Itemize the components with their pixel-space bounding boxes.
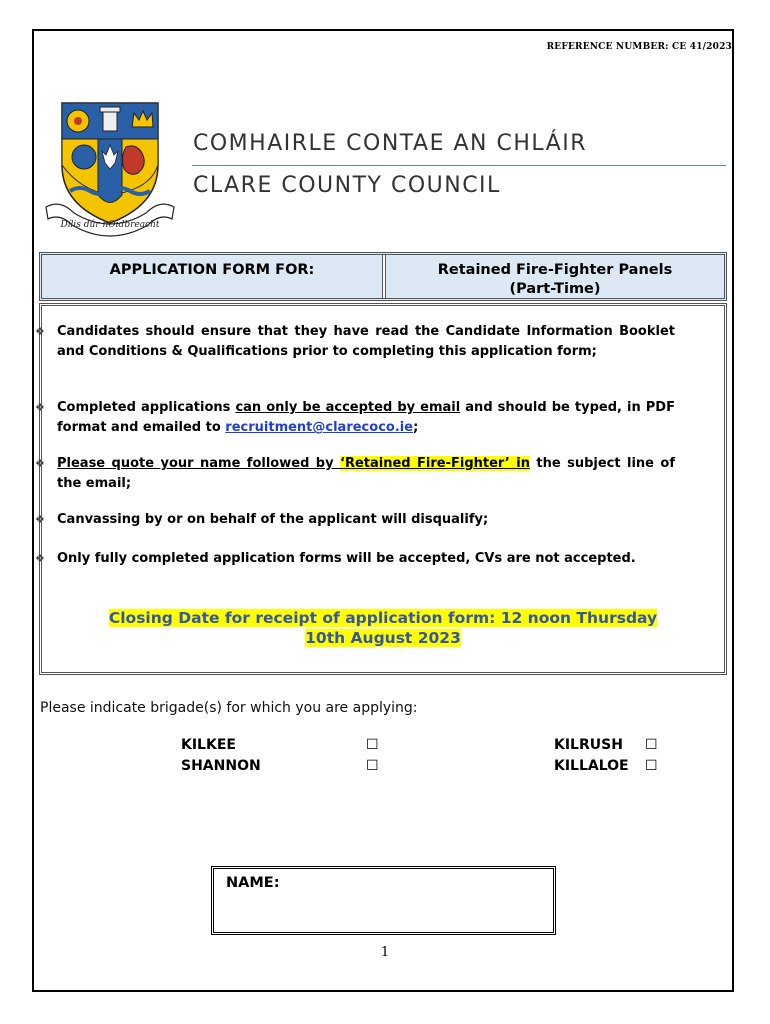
brigade-label-kilkee: KILKEE — [181, 737, 236, 753]
brigade-label-shannon: SHANNON — [181, 758, 261, 774]
diamond-bullet-icon: ❖ — [35, 325, 45, 338]
clare-county-crest-icon — [40, 95, 180, 245]
diamond-bullet-icon: ❖ — [35, 513, 45, 526]
kilkee-checkbox[interactable]: ☐ — [366, 737, 379, 753]
brigade-prompt: Please indicate brigade(s) for which you are applying: — [40, 700, 418, 716]
council-divider — [192, 165, 726, 166]
instruction-canvassing: ❖ Canvassing by or on behalf of the applicant will disqualify; — [57, 510, 675, 530]
council-name-english: CLARE COUNTY COUNCIL — [193, 173, 501, 198]
instruction-read-booklet: ❖ Candidates should ensure that they have read the Candidate Information Booklet and Conditions & Qualifications prior to completing this application form; — [35, 324, 675, 359]
diamond-bullet-icon: ❖ — [35, 552, 45, 565]
closing-date: Closing Date for receipt of application form: 12 noon Thursday 10th August 2023 — [108, 609, 658, 647]
brigade-label-killaloe: KILLALOE — [554, 758, 629, 774]
form-title-box — [39, 252, 727, 301]
name-field[interactable] — [211, 866, 556, 935]
instruction-complete-forms: ❖ Only fully completed application forms will be accepted, CVs are not accepted. — [57, 549, 675, 569]
instruction-subject-line: ❖ Please quote your name followed by ‘Retained Fire-Fighter’ in the subject line of the email; — [35, 456, 675, 491]
brigade-label-kilrush: KILRUSH — [554, 737, 623, 753]
diamond-bullet-icon: ❖ — [35, 401, 45, 414]
diamond-bullet-icon: ❖ — [35, 457, 45, 470]
crest-motto: Dílis dúr nOidbreacht — [60, 220, 160, 230]
page-number: 1 — [380, 945, 390, 960]
killaloe-checkbox[interactable]: ☐ — [645, 758, 658, 774]
instruction-email-only: ❖ Completed applications can only be accepted by email and should be typed, in PDF format and emailed to recruitment@clarecoco.ie; — [35, 400, 675, 435]
name-label: NAME: — [226, 875, 280, 891]
reference-number: REFERENCE NUMBER: CE 41/2023 — [546, 42, 732, 52]
kilrush-checkbox[interactable]: ☐ — [645, 737, 658, 753]
recruitment-email-link[interactable]: recruitment@clarecoco.ie — [225, 420, 414, 435]
position-title: Retained Fire-Fighter Panels — [437, 262, 673, 278]
form-title-position — [386, 255, 724, 298]
position-type: (Part-Time) — [509, 281, 601, 297]
shannon-checkbox[interactable]: ☐ — [366, 758, 379, 774]
form-title-label: APPLICATION FORM FOR: — [109, 262, 315, 278]
council-name-irish: COMHAIRLE CONTAE AN CHLÁIR — [193, 131, 587, 156]
